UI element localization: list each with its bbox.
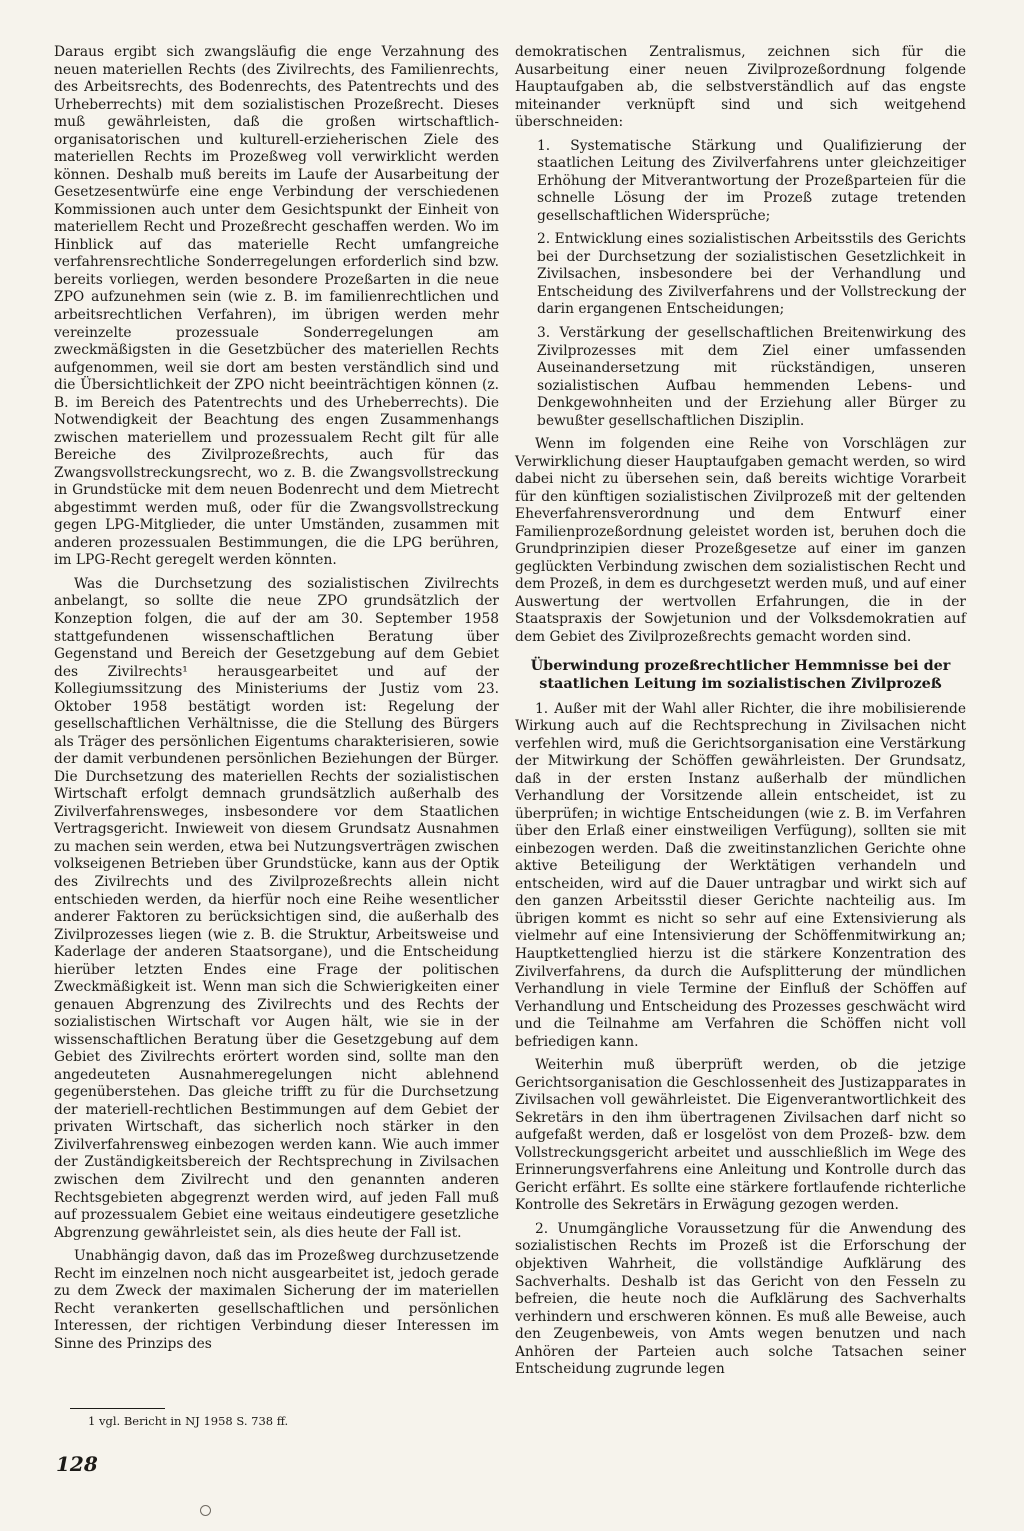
page-number: 128 <box>56 1452 98 1476</box>
right-column <box>515 44 966 1385</box>
footnote-rule <box>70 1408 165 1409</box>
section-heading: Überwindung prozeßrechtlicher Hemmnisse bei der staatlichen Leitung im sozialistischen Zivilprozeß <box>530 656 951 692</box>
left-column <box>54 44 499 1359</box>
body-paragraph: 1. Außer mit der Wahl aller Richter, die ihre mobilisierende Wirkung auch auf die Rechtsprechung in Zivilsachen nicht verfehlen wird, muß die Gerichtsorganisation eine Verstärkung der Mitwirkung der Schöffen gewährleisten. Der Grundsatz, daß in der ersten Instanz außerhalb der mündlichen Verhandlung der Vorsitzende allein entscheidet, ist zu überprüfen; in wichtige Entscheidungen (wie z. B. im Verfahren über den Erlaß einer einstweiligen Verfügung), sollten sie mit einbezogen werden. Daß die zweitinstanzlichen Gerichte ohne aktive Beteiligung der Werktätigen verhandeln und entscheiden, wird auf die Dauer untragbar und wirkt sich auf den ganzen Arbeitsstil dieser Gerichte nachteilig aus. Im übrigen kommt es nicht so sehr auf eine Extensivierung als vielmehr auf eine Intensivierung der Schöffenmitwirkung an; Hauptkettenglied hierzu ist die stärkere Konzentration des Zivilverfahrens, da durch die Aufsplitterung der mündlichen Verhandlung in viele Termine der Einfluß der Schöffen auf Verhandlung und Entscheidung des Prozesses geschwächt wird und die Teilnahme am Verfahren die Schöffen nicht voll befriedigen kann. <box>515 700 966 1050</box>
list-item: 3. Verstärkung der gesellschaftlichen Breitenwirkung des Zivilprozesses mit dem Ziel einer umfassenden Auseinandersetzung mit rückständigen, unseren sozialistischen Aufbau hemmenden Lebens- und Denkgewohnheiten und der Erziehung aller Bürger zu bewußter gesellschaftlichen Disziplin. <box>537 324 966 429</box>
list-item: 1. Systematische Stärkung und Qualifizierung der staatlichen Leitung des Zivilverfahrens unter gleichzeitiger Erhöhung der Mitverantwortung der Prozeßparteien für die schnelle Lösung der im Prozeß zutage tretenden gesellschaftlichen Widersprüche; <box>537 137 966 224</box>
body-paragraph: Weiterhin muß überprüft werden, ob die jetzige Gerichtsorganisation die Geschlossenheit des Justizapparates in Zivilsachen voll gewährleistet. Die Eigenverantwortlichkeit des Sekretärs in den ihm übertragenen Zivilsachen darf nicht so aufgefaßt werden, daß er losgelöst von dem Prozeß- bzw. dem Vollstreckungsgericht arbeitet und ausschließlich im Wege des Erinnerungsverfahrens eine Anleitung und Kontrolle durch das Gericht erfährt. Es sollte eine stärkere fortlaufende richterliche Kontrolle des Sekretärs in Erwägung gezogen werden. <box>515 1057 966 1214</box>
scan-mark <box>200 1505 211 1516</box>
body-paragraph: Daraus ergibt sich zwangsläufig die enge Verzahnung des neuen materiellen Rechts (des Zivilrechts, des Familienrechts, des Arbeitsrechts, des Bodenrechts, des Patentrechts und des Urheberrechts) mit dem sozialistischen Prozeßrecht. Dieses muß gewährleisten, daß die großen wirtschaftlich-organisatorischen und kulturell-erzieherischen Ziele des materiellen Rechts im Prozeßweg voll verwirklicht werden können. Deshalb muß bereits im Laufe der Ausarbeitung der Gesetzesentwürfe eine enge Verbindung der verschiedenen Kommissionen auch unter dem Gesichtspunkt der Einheit von materiellem Recht und Prozeßrecht geschaffen werden. Wo im Hinblick auf das materielle Recht umfangreiche verfahrensrechtliche Sonderregelungen erforderlich sind bzw. bereits vorliegen, werden besondere Prozeßarten in die neue ZPO aufzunehmen sein (wie z. B. im familienrechtlichen und arbeitsrechtlichen Verfahren), im übrigen werden mehr vereinzelte prozessuale Sonderregelungen am zweckmäßigsten in die Gesetzbücher des materiellen Rechts aufgenommen, weil sie dort am besten verständlich sind und die Übersichtlichkeit der ZPO nicht beeinträchtigen können (z. B. im Bereich des Patentrechts und des Urheberrechts). Die Notwendigkeit der Beachtung des engen Zusammenhangs zwischen materiellem und prozessualem Recht gilt für alle Bereiche des Zivilprozeßrechts, auch für das Zwangsvollstreckungsrecht, wo z. B. die Zwangsvollstreckung in Grundstücke mit dem neuen Bodenrecht und dem Mietrecht abgestimmt werden muß, oder für die Zwangsvollstreckung gegen LPG-Mitglieder, die unter Umständen, zusammen mit anderen prozessualen Bestimmungen, die die LPG berühren, im LPG-Recht geregelt werden könnten. <box>54 44 499 569</box>
body-paragraph: Unabhängig davon, daß das im Prozeßweg durchzusetzende Recht im einzelnen noch nicht ausgearbeitet ist, jedoch gerade zu dem Zweck der maximalen Sicherung der im materiellen Recht verankerten gesellschaftlichen und persönlichen Interessen, der richtigen Verbindung dieser Interessen im Sinne des Prinzips des <box>54 1248 499 1352</box>
body-paragraph: 2. Unumgängliche Voraussetzung für die Anwendung des sozialistischen Rechts im Prozeß ist die Erforschung der objektiven Wahrheit, die vollständige Aufklärung des Sachverhalts. Deshalb ist das Gericht von den Fesseln zu befreien, die heute noch die Aufklärung des Sachverhalts verhindern und erschweren können. Es muß alle Beweise, auch den Zeugenbeweis, von Amts wegen benutzen und nach Anhören der Parteien auch solche Tatsachen seiner Entscheidung zugrunde legen <box>515 1220 966 1378</box>
body-paragraph: Was die Durchsetzung des sozialistischen Zivilrechts anbelangt, so sollte die neue ZPO grundsätzlich der Konzeption folgen, die auf der am 30. September 1958 stattgefundenen wissenschaftlichen Beratung über Gegenstand und Bereich der Gesetzgebung auf dem Gebiet des Zivilrechts¹ herausgearbeitet und auf der Kollegiumssitzung des Ministeriums der Justiz vom 23. Oktober 1958 bestätigt worden ist: Regelung der gesellschaftlichen Verhältnisse, die die Stellung des Bürgers als Träger des persönlichen Eigentums charakterisieren, sowie der damit verbundenen persönlichen Beziehungen der Bürger. Die Durchsetzung des materiellen Rechts der sozialistischen Wirtschaft erfolgt demnach grundsätzlich außerhalb des Zivilverfahrensweges, insbesondere vor dem Staatlichen Vertragsgericht. Inwieweit von diesem Grundsatz Ausnahmen zu machen sein werden, etwa bei Nutzungsverträgen zwischen volkseigenen Betrieben über Grundstücke, kann aus der Optik des Zivilrechts und des Zivilprozeßrechts allein nicht entschieden werden, da hierfür noch eine Reihe wesentlicher anderer Faktoren zu berücksichtigen sind, die außerhalb des Zivilprozesses liegen (wie z. B. die Struktur, Arbeitsweise und Kaderlage der anderen Staatsorgane), und die Entscheidung hierüber letzten Endes eine Frage der politischen Zweckmäßigkeit ist. Wenn man sich die Schwierigkeiten einer genauen Abgrenzung des Zivilrechts und des Rechts der sozialistischen Wirtschaft vor Augen hält, wie sie in der wissenschaftlichen Beratung über die Gesetzgebung auf dem Gebiet des Zivilrechts erörtert worden sind, sollte man den angedeuteten Ausnahmeregelungen nicht ablehnend gegenüberstehen. Das gleiche trifft zu für die Durchsetzung der materiell-rechtlichen Bestimmungen auf dem Gebiet der privaten Wirtschaft, das sicherlich noch stärker in den Zivilverfahrensweg einbezogen werden kann. Wie auch immer der Zuständigkeitsbereich der Rechtsprechung in Zivilsachen zwischen dem Zivilrecht und den genannten anderen Rechtsgebieten abgegrenzt werden wird, auf jeden Fall muß auf prozessualem Gebiet eine weitaus eindeutigere gesetzliche Abgrenzung gewährleistet sein, als dies heute der Fall ist. <box>54 575 499 1241</box>
list-item: 2. Entwicklung eines sozialistischen Arbeitsstils des Gerichts bei der Durchsetzung der sozialistischen Gesetzlichkeit in Zivilsachen, insbesondere bei der Verhandlung und Entscheidung des Zivilverfahrens und der Vollstreckung der darin ergangenen Entscheidungen; <box>537 231 966 318</box>
body-paragraph: Wenn im folgenden eine Reihe von Vorschlägen zur Verwirklichung dieser Hauptaufgaben gemacht werden, so wird dabei nicht zu übersehen sein, daß bereits wichtige Vorarbeit für den künftigen sozialistischen Zivilprozeß mit der geltenden Eheverfahrensverordnung und dem Entwurf einer Familienprozeßordnung geleistet worden ist, beruhen doch die Grundprinzipien dieser Prozeßgesetze auf einer im ganzen geglückten Verbindung zwischen dem sozialistischen Recht und dem Prozeß, in dem es durchgesetzt werden muß, und auf einer Auswertung der wertvollen Erfahrungen, die in der Staatspraxis der Sowjetunion und der Volksdemokratien auf dem Gebiet des Zivilprozeßrechts gemacht worden sind. <box>515 436 966 645</box>
body-paragraph: demokratischen Zentralismus, zeichnen sich für die Ausarbeitung einer neuen Zivilprozeßordnung folgende Hauptaufgaben ab, die selbstverständlich auf das engste miteinander verknüpft sind und sich weitgehend überschneiden: <box>515 44 966 131</box>
footnote: 1 vgl. Bericht in NJ 1958 S. 738 ff. <box>88 1414 289 1428</box>
